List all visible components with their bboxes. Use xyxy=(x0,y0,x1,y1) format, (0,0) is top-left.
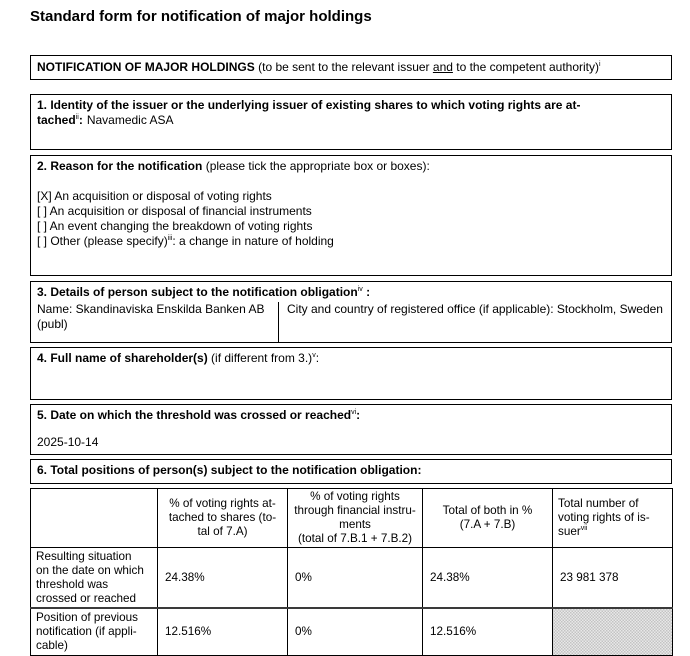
footnote-ref-v: v xyxy=(312,352,316,359)
issuer-name: Navamedic ASA xyxy=(86,113,174,127)
shaded-cell xyxy=(553,608,673,656)
row-label-previous-notification: Position of previous notification (if appli- cable) xyxy=(31,608,158,656)
section-6-heading-box xyxy=(30,459,672,484)
checkbox-item-event-breakdown xyxy=(37,219,665,234)
checkbox-item-text: [ ] An acquisition or disposal of financial instruments xyxy=(37,204,312,218)
notification-heading: NOTIFICATION OF MAJOR HOLDINGS xyxy=(37,60,255,74)
footnote-ref-vii: vii xyxy=(580,525,588,533)
section-4-colon: : xyxy=(315,351,320,365)
checkbox-item-acquisition-financial-instruments xyxy=(37,204,665,219)
section-3-heading-text: 3. Details of person subject to the notification obligation xyxy=(37,285,358,299)
section-2-heading-rest: (please tick the appropriate box or boxes): xyxy=(202,159,430,173)
section-5-box xyxy=(30,404,672,455)
section-2-heading-bold: 2. Reason for the notification xyxy=(37,159,203,173)
header-total-of-both: Total of both in % (7.A + 7.B) xyxy=(423,489,553,548)
table-header-row xyxy=(31,489,673,548)
notification-text-post: to the competent authority) xyxy=(452,60,600,74)
previous-total-pct: 12.516% xyxy=(423,608,553,656)
checkbox-item-acquisition-voting-rights xyxy=(37,189,665,204)
header-row-label xyxy=(31,489,158,548)
section-5-heading-text: 5. Date on which the threshold was crossed or reached xyxy=(37,408,352,422)
resulting-shares-pct: 24.38% xyxy=(158,548,288,609)
resulting-total-pct: 24.38% xyxy=(423,548,553,609)
notification-underlined-and: and xyxy=(432,60,453,74)
section-6-heading-text: 6. Total positions of person(s) subject to the notification obligation: xyxy=(37,463,422,477)
section-3-heading xyxy=(31,282,671,302)
checkbox-item-text: [X] An acquisition or disposal of voting rights xyxy=(37,189,272,203)
checkbox-item-text: [ ] An event changing the breakdown of voting rights xyxy=(37,219,313,233)
blank-line xyxy=(37,174,665,189)
section-2-heading xyxy=(37,159,665,174)
footnote-ref-i: i xyxy=(599,61,601,68)
notification-header-box xyxy=(30,55,672,80)
header-issuer-text: Total number of voting rights of is- suer xyxy=(558,497,650,538)
checkbox-item-text: [ ] Other (please specify) xyxy=(37,234,168,248)
section-5-colon: : xyxy=(356,408,361,422)
section-4-heading-bold: 4. Full name of shareholder(s) xyxy=(37,351,208,365)
total-positions-table xyxy=(30,488,673,656)
footnote-ref-vi: vi xyxy=(351,409,357,416)
notification-text-pre: (to be sent to the relevant issuer xyxy=(254,60,433,74)
obliged-person-name-cell: Name: Skandinaviska Enskilda Banken AB (publ) xyxy=(37,302,265,331)
footnote-ref-iv: iv xyxy=(357,286,363,293)
section-2-box xyxy=(30,155,672,276)
threshold-crossed-date: 2025-10-14 xyxy=(37,435,99,449)
header-voting-rights-shares: % of voting rights at- tached to shares (to- tal of 7.A) xyxy=(158,489,288,548)
document-title: Standard form for notification of major holdings xyxy=(30,8,372,25)
section-5-heading xyxy=(37,408,665,423)
row-previous-notification xyxy=(31,608,673,656)
resulting-instruments-pct: 0% xyxy=(288,548,423,609)
header-total-voting-rights-issuer xyxy=(553,489,673,548)
header-voting-rights-instruments: % of voting rights through financial instru- ments (total of 7.B.1 + 7.B.2) xyxy=(288,489,423,548)
issuer-total-voting-rights: 23 981 378 xyxy=(553,548,673,609)
section-4-heading-rest: (if different from 3.) xyxy=(207,351,313,365)
row-label-resulting-situation: Resulting situation on the date on which threshold was crossed or reached xyxy=(31,548,158,609)
footnote-ref-iii: iii xyxy=(167,235,173,242)
section-1-colon: : xyxy=(78,113,83,127)
section-3-columns xyxy=(31,302,671,342)
footnote-ref-ii: ii xyxy=(75,114,79,121)
checkbox-item-other-value: : a change in nature of holding xyxy=(172,234,334,248)
section-1-label: 1. Identity of the issuer or the underlying issuer of existing shares to which voting rights are attached xyxy=(37,98,581,127)
section-1-box xyxy=(30,94,672,150)
row-resulting-situation xyxy=(31,548,673,609)
section-3-colon: : xyxy=(362,285,371,299)
previous-shares-pct: 12.516% xyxy=(158,608,288,656)
previous-instruments-pct: 0% xyxy=(288,608,423,656)
checkbox-item-other xyxy=(37,234,665,249)
section-4-box xyxy=(30,347,672,400)
registered-office-cell: City and country of registered office (if applicable): Stockholm, Sweden xyxy=(278,302,671,342)
section-3-box xyxy=(30,281,672,343)
